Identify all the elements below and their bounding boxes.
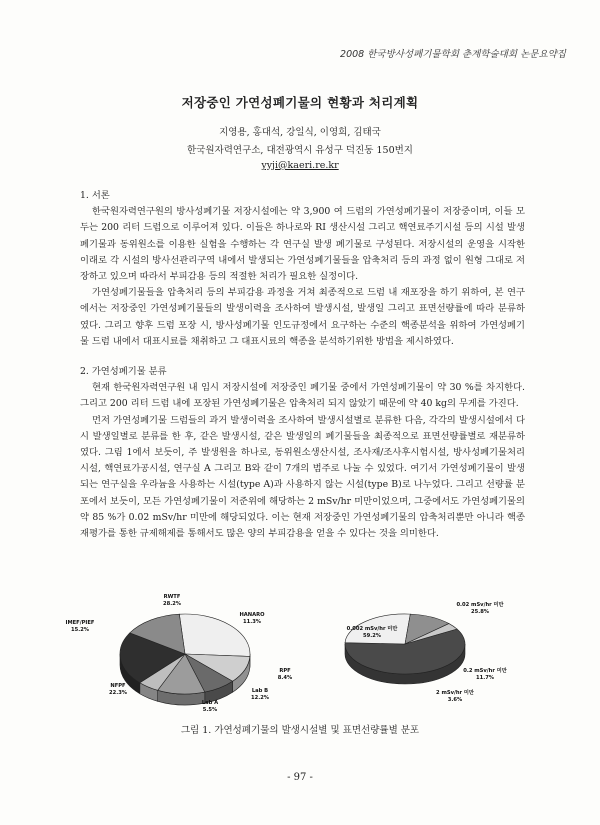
figure-caption: 그림 1. 가연성폐기물의 발생시설별 및 표면선량률별 분포 <box>180 725 420 736</box>
paragraph: 가연성폐기물들을 압축처리 등의 부피감용 과정을 거쳐 최종적으로 드럼 내 재포장을 하기 위하여, 본 연구에서는 저장중인 가연성폐기물들의 발생이력을 조사하여 발생시설, 발생일 그리고 표면선량률에 따라 분류하였다. 그리고 향후 드럼 포장 시, 방사성폐기물 인도규정에서 요구하는 수준의 핵종분석을 위하여 가연성폐기물 드럼 내에서 대표시료를 채취하고 그 대표시료의 핵종을 분석하기위한 방법을 제시하였다. <box>80 287 525 347</box>
pie-slice-label: 0.02 mSv/hr 미만 <box>456 602 504 608</box>
pie-slice-label: 0.2 mSv/hr 미만 <box>463 668 507 674</box>
dose-rate-pie-chart <box>345 600 508 703</box>
pie-slice-value-label: 12.2% <box>251 695 269 701</box>
author-email[interactable]: yyji@kaeri.re.kr <box>261 160 339 171</box>
page-number: - 97 - <box>287 772 313 783</box>
pie-slice-label: Lab B <box>251 688 269 694</box>
pie-slice-value-label: 28.2% <box>163 601 181 607</box>
paper-body <box>80 188 525 542</box>
section-classification <box>80 364 525 542</box>
pie-slice-value-label: 11.7% <box>476 675 494 681</box>
paper-title: 저장중인 가연성폐기물의 현황과 처리계획 <box>181 95 419 110</box>
paragraph: 먼저 가연성폐기물 드럼들의 과거 발생이력을 조사하여 발생시설별로 분류한 다음, 각각의 발생시설에서 다시 발생일별로 분류를 한 후, 같은 발생시설, 같은 발생일의 폐기물들을 최종적으로 표면선량률별로 재분류하였다. 그림 1에서 보듯이, 주 발생원을 하나로, 동위원소생산시설, 조사재/조사후시험시설, 방사성폐기물처리시설, 핵연료가공시설, 연구실 A 그리고 B와 같이 7개의 범주로 나눌 수 있었다. 여기서 가연성폐기물이 발생되는 연구실을 우라늄을 사용하는 시설(type A)과 사용하지 않는 시설(type B)로 나누었다. 그리고 선량률 분포에서 보듯이, 모든 가연성폐기물이 저준위에 해당하는 2 mSv/hr 미만이었으며, 그중에서도 가연성폐기물의 약 85 %가 0.02 mSv/hr 미만에 해당되었다. 이는 현재 저장중인 가연성폐기물의 압축처리뿐만 아니라 핵종 재평가를 통한 규제해제를 통해서도 많은 양의 부피감용을 얻을 수 있다는 것을 의미한다. <box>80 414 525 540</box>
pie-slice-value-label: 8.4% <box>277 675 293 681</box>
pie-slice-label: RPF <box>279 668 291 674</box>
facility-pie-chart <box>66 594 293 713</box>
pie-slice-label: NFPF <box>110 683 126 689</box>
pie-slice-label: 0.002 mSv/hr 미만 <box>346 626 398 632</box>
paragraph: 한국원자력연구원의 방사성폐기물 저장시설에는 약 3,900 여 드럼의 가연성폐기물이 저장중이며, 이들 모두는 200 리터 드럼으로 이루어져 있다. 이들은 하나로와 RI 생산시설 그리고 핵연료주기시설 등의 시설 발생 폐기물과 동위원소를 이용한 실험을 수행하는 각 연구실 발생 폐기물로 구성된다. 저장시설의 운영을 시작한 이래로 각 시설의 방사선관리구역 내에서 발생되는 가연성폐기물들을 압축처리 등의 과정 없이 원형 그대로 저장하고 있으며 따라서 부피감용 등의 적절한 처리가 필요한 실정이다. <box>80 206 525 283</box>
pie-slice-value-label: 25.8% <box>471 609 489 615</box>
section-introduction <box>80 188 525 350</box>
pie-slice-value-label: 5.5% <box>202 707 218 713</box>
pie-slice-value-label: 11.3% <box>243 619 261 625</box>
pie-slice-label: Lab A <box>201 700 219 706</box>
section-title: 2. 가연성폐기물 분류 <box>80 366 167 378</box>
pie-slice-value-label: 22.3% <box>109 690 127 696</box>
paragraph: 현재 한국원자력연구원 내 임시 저장시설에 저장중인 폐기물 중에서 가연성폐기물이 약 30 %를 차지한다. 그리고 200 리터 드럼 내에 포장된 가연성폐기물은 압축처리 되지 않았기 때문에 약 40 kg의 무게를 가진다. <box>80 382 525 410</box>
pie-slice-label: 2 mSv/hr 미만 <box>436 690 474 696</box>
author-list: 지영용, 홍대석, 강일식, 이영희, 김태국 <box>219 127 381 138</box>
pie-slice-label: IMEF/PIEF <box>65 620 95 626</box>
pie-slice-value-label: 3.6% <box>447 697 463 703</box>
figure-1-charts <box>60 592 540 722</box>
pie-slice-label: RWTF <box>163 594 181 600</box>
section-title: 1. 서론 <box>80 190 110 201</box>
pie-slice <box>179 614 250 656</box>
pie-slice-value-label: 59.2% <box>363 633 381 639</box>
pie-slice-label: HANARO <box>239 612 265 618</box>
affiliation: 한국원자력연구소, 대전광역시 유성구 덕진동 150번지 <box>187 145 413 156</box>
pie-slice-value-label: 15.2% <box>71 627 89 633</box>
figure-1 <box>60 592 540 722</box>
conference-header: 2008 한국방사성폐기물학회 춘계학술대회 논문요약집 <box>340 49 566 60</box>
